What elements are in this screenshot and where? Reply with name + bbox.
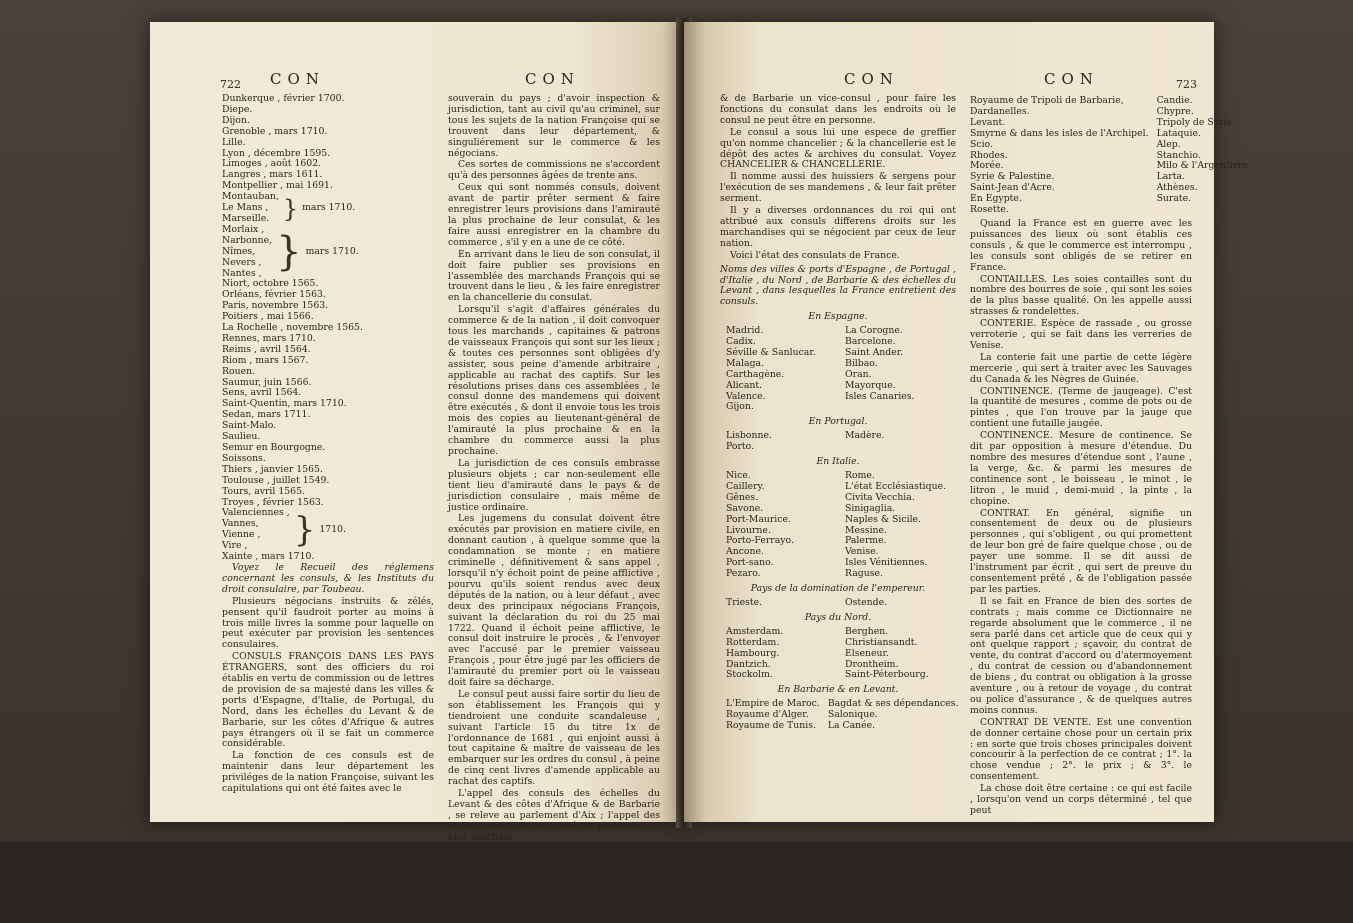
list-item: Berghen. [845,625,889,637]
list-item: Gijon. [726,401,754,413]
list-item: Valenciennes , [222,507,290,519]
list-item: Limoges , août 1602. [222,158,322,170]
list-item: Ostende. [845,596,888,608]
list-item: Lyon , décembre 1595. [222,147,331,159]
list-item: Dantzich. [726,658,771,670]
list-item: Carthagène. [726,368,785,380]
list-item: Troyes , février 1563. [222,496,324,508]
paragraph: Il se fait en France de bien des sortes de contrats ; mais comme ce Dictionnaire ne regarde absolument que le commerce , il ne sera parlé dans cet article que de ceux qui y ont quelque rapport ; sçavoir, du contrat de vente, du contrat d'accord ou d'atermoyement , du contrat de cession ou d'abandonnement de biens , du contrat ou obligation à la grosse aventure , ou à retour de voyage , du contrat ou police d'assurance , & de quelques autres moins connus. [970,595,1192,716]
list-item: Riom , mars 1567. [222,354,309,366]
list-item: Surate. [1156,193,1192,205]
list-item: Civita Vecchia. [845,491,915,503]
paragraph: CONSULS FRANÇOIS DANS LES PAYS ÉTRANGERS, sont des officiers du roi établis en vertu de commission ou de lettres de provision de sa majesté dans les villes & ports d'Espagne, d'Italie, de Portugal, du Nord, dans les échelles du Levant & de Barbarie, sur les côtes d'Afrique & autres pays étrangers où il se fait un commerce considérable. [222,651,434,750]
list-item: Orléans, février 1563. [222,289,326,301]
list-item: La Corogne. [845,325,903,337]
paragraph: La jurisdiction de ces consuls embrasse plusieurs objets ; car non-seulement elle tient lieu d'amirauté dans le pays & de jurisdiction consulaire , mais même de justice ordinaire. [448,457,660,513]
paragraph: En arrivant dans le lieu de son consulat, il doit faire publier ses provisions en l'assemblée des marchands François qui se trouvent dans le lieu , & les faire enregistrer en la chancellerie du consulat. [448,248,660,304]
list-item: Salonique. [827,709,878,721]
paragraph: Il y a diverses ordonnances du roi qui ont attribué aux consuls differens droits sur les marchandises qui se négocient par ceux de leur nation. [720,205,956,249]
list-item: Sinigaglia. [845,502,896,514]
right-running-head-1: CON [844,70,899,88]
list-item: Rhodes. [970,149,1008,161]
list-item: Smyrne & dans les isles de l'Archipel. [970,127,1149,139]
section-heading: En Italie. [816,456,860,468]
list-item: Stanchio. [1156,149,1201,161]
section-heading: Pays de la domination de l'empereur. [750,583,926,595]
list-item: Isles Canaries. [845,390,915,402]
list-item: Nîmes, [222,245,256,257]
left-column-2 [448,94,660,923]
brace-icon: } [276,229,302,276]
paragraph: CONTERIE. Espèce de rassade , ou grosse verroterie , qui se fait dans les verreries de Venise. [970,318,1192,351]
list-item: Caillery. [726,480,765,492]
brace-icon: } [293,510,316,551]
paragraph: Le consul a sous lui une espece de greffier qu'on nomme chancelier ; & la chancellerie est le dépôt des actes & archives du consulat. Voyez CHANCELIER & CHANCELLERIE. [720,126,956,171]
section-list [726,598,956,609]
list-item: Tours, avril 1565. [222,485,305,497]
section-list [726,471,956,580]
list-item: Royaume d'Alger. [726,709,809,721]
list-item: Scio. [970,138,993,150]
list-item: Tripoly de Syrie. [1156,116,1235,128]
list-item: Sedan, mars 1711. [222,409,311,421]
paragraph: Si le consul a quelque différend avec les négocians du lieu , les parties doivent se pourvoir en l'amirauté la plus prochaine, suivant l'article 19 du titre 1x de l'ordonnance de 1681. [448,843,660,899]
paragraph: Quand la France est en guerre avec les puissances des lieux où sont établis ces consuls , & que le commerce est interrompu , les consuls sont obligés de se retirer en France. [970,217,1192,273]
brace-group-3 [222,508,434,552]
brace-group-1 [222,192,434,225]
list-item: Thiers , janvier 1565. [222,463,323,475]
list-item: Poitiers , mai 1566. [222,311,314,323]
section-heading: En Espagne. [808,311,868,323]
list-item: Drontheim. [845,658,899,670]
list-item: Toulouse , juillet 1549. [222,474,330,486]
list-item: Candie. [1156,95,1193,106]
list-item: Rouen. [222,365,256,377]
list-item: Morlaix , [222,223,265,235]
paragraph: CONTRAT. En général, signifie un consentement de deux ou de plusieurs personnes , qui s'obligent , ou qui promettent de leur bon gré de faire quelque chose , ou de payer une somme. Il se dit aussi de l'instrument par écrit , qui sert de preuve du consentement prêté , & de l'obligation passée par les parties. [970,507,1192,595]
group-date: mars 1710. [302,202,356,214]
list-item: Dunkerque , février 1700. [222,93,345,104]
list-item: Madère. [845,430,885,442]
list-item: Sens, avril 1564. [222,387,302,399]
list-item: Valence. [726,390,766,402]
list-item: Grenoble , mars 1710. [222,125,328,137]
list-item: Raguse. [845,568,883,580]
list-item: Messine. [845,524,887,536]
list-item: Vannes, [222,518,259,530]
section-list [726,698,959,732]
list-item: Madrid. [726,325,764,337]
right-page [684,22,1252,822]
list-item: Barcelone. [845,336,896,348]
paragraph: La chose doit être certaine : ce qui est facile , lorsqu'on vend un corps déterminé , tel que peut [970,783,1192,816]
list-item: Lataquie. [1156,127,1201,139]
consulate-list-b [222,279,434,508]
list-item: Séville & Sanlucar. [726,346,816,358]
list-item: Isles Vénitiennes. [845,557,928,569]
list-item: Christiansandt. [845,636,918,648]
paragraph: Voyez le Recueil des réglemens concernant les consuls, & les Instituts du droit consulaire, par Toubeau. [222,561,434,595]
list-item: Rennes, mars 1710. [222,332,316,344]
list-item: Royaume de Tripoli de Barbarie, [970,95,1124,106]
left-running-head-1: CON [270,70,325,88]
list-item: Milo & l'Argentiere. [1156,160,1252,172]
section-heading: Pays du Nord. [804,611,872,623]
list-item: Porto. [726,441,755,453]
list-item: Alep. [1156,138,1181,150]
list-item: La Rochelle , novembre 1565. [222,322,363,334]
paragraph: CONTINENCE. Mesure de continence. Se dit par opposition à mesure d'étendue. Du nombre des mesures d'étendue sont , l'aune , la verge, &c. & parmi les mesures de continence sont , le boisseau , le minot , le litron , le muid , demi-muid , la pinte , la chopine. [970,430,1192,507]
list-item: Saint-Péterbourg. [845,669,929,681]
brace-group-2 [222,225,434,280]
list-item: Reims , avril 1564. [222,343,311,355]
list-item: Nice. [726,470,751,481]
paragraph: La conterie fait une partie de cette légère mercerie , qui sert à traiter avec les Sauvages du Canada & les Nègres de Guinée. [970,351,1192,385]
consulate-sections [720,311,959,732]
list-item: Vienne , [222,529,261,541]
right-page-number: 723 [1176,78,1197,91]
list-item: Saint-Jean d'Acre. [970,182,1055,194]
consulate-list-a [222,94,434,192]
list-item: Royaume de Tunis. [726,720,816,732]
list-item: Saint-Quentin, mars 1710. [222,398,347,410]
list-item: Gênes. [726,491,759,503]
list-item: Marseille. [222,212,270,224]
paragraph: Le consul peut aussi faire sortir du lieu de son établissement les François qui y tiendroient une conduite scandaleuse , suivant l'article 15 du titre 1x de l'ordonnance de 1681 , qui enjoint aussi à tout capitaine & maître de vaisseau de les embarquer sur les ordres du consul , à peine de cinq cent livres d'amende applicable au rachat des captifs. [448,688,660,788]
list-item: Rosette. [970,204,1009,216]
list-item: Saint-Malo. [222,420,277,432]
list-item: Nantes , [222,267,262,279]
list-item: Ancone. [726,546,764,558]
paragraph: CONTAILLES. Les soies contailles sont du nombre des bourres de soie , qui sont les soies de la plus basse qualité. On les appelle aussi strasses & rondelettes. [970,273,1192,318]
list-item: Le Mans , [222,202,269,214]
list-item: Semur en Bourgogne. [222,442,326,453]
list-item: Mayorque. [845,379,896,391]
list-item: Athènes. [1156,182,1198,194]
list-item: Livourne. [726,524,771,536]
list-item: Xainte , mars 1710. [222,551,315,563]
paragraph: Plusieurs négocians instruits & zélés, pensent qu'il faudroit porter au moins à trois mille livres la somme pour laquelle on peut exécuter par provision les sentences consulaires. [222,595,434,651]
list-item: Port-sano. [726,557,774,569]
paragraph: Lorsqu'il s'agit d'affaires générales du commerce & de la nation , il doit convoquer tous les marchands , capitaines & patrons de vaisseaux François qui sont sur les lieux ; & toutes ces personnes sont obligées d'y assister, sous peine d'amende arbitraire , applicable au rachat des captifs. Sur les résolutions prises dans ces assemblées , le consul donne des mandemens qui doivent être exécutés , & dont il envoie tous les trois mois des copies au lieutenant-général de l'amirauté la plus prochaine & en la chambre du commerce aussi la plus prochaine. [448,304,660,457]
paragraph: CONTINENCE. (Terme de jaugeage). C'est la quantité de mesures , comme de pots ou de pintes , que l'on trouve par la jauge que contient une futaille jaugée. [970,385,1192,430]
list-item: Rotterdam. [726,636,780,648]
paragraph: L'appel des consuls des échelles du Levant & des côtes d'Afrique & de Barbarie , se releve au parlement d'Aix ; l'appel des autres consulats est porté au parlement le plus prochain. [448,788,660,843]
list-item: Bagdat & ses dépendances. [827,698,959,710]
list-item: Lisbonne. [726,430,772,442]
right-running-head-2: CON [1044,70,1099,88]
list-item: Morée. [970,160,1004,172]
list-item: Elseneur. [845,647,889,659]
list-item: Alicant. [726,379,763,391]
list-item: En Egypte. [970,193,1022,205]
group-date: mars 1710. [305,245,359,257]
list-item: Langres , mars 1611. [222,169,323,181]
list-item: La Canée. [827,720,876,732]
left-running-head-2: CON [525,70,580,88]
section-heading: En Barbarie & en Levant. [777,684,899,696]
brace-icon: } [282,194,299,223]
list-item: Niort, octobre 1565. [222,278,319,290]
paragraph: & de Barbarie un vice-consul , pour faire les fonctions du consulat dans les endroits où le consul ne peut être en personne. [720,93,956,126]
list-item: Rome. [845,470,875,481]
list-item: Saulieu. [222,431,261,443]
list-item: Narbonne, [222,234,273,246]
list-item: Amsterdam. [726,625,784,637]
list-item: L'état Ecclésiastique. [845,480,947,492]
left-column-1 [222,94,434,796]
list-item: Vire , [222,540,248,552]
levant-list [970,95,1252,216]
section-list [726,627,956,682]
list-item: Montpellier , mai 1691. [222,180,333,192]
list-item: Dijon. [222,114,250,126]
paragraph: souverain du pays ; d'avoir inspection & jurisdiction, tant au civil qu'au criminel, sur tous les sujets de la nation Françoise qui se trouvent dans leur département, & singuliérement sur le commerce & les négocians. [448,93,660,159]
paragraph: Il y a dans quelques-unes des échelles du Levant [448,899,660,922]
list-item: Pezaro. [726,568,761,580]
paragraph: Ceux qui sont nommés consuls, doivent avant de partir prêter serment & faire enregistrer leurs provisions dans l'amirauté la plus prochaine de leur consulat, & les faire aussi enregistrer en la chambre du commerce , s'il y en a une de ce côté. [448,182,660,248]
section-list [726,326,956,413]
paragraph: CONTRAT DE VENTE. Est une convention de donner certaine chose pour un certain prix : en sorte que trois choses principales doivent concourir à la perfection de ce contrat ; 1°. la chose vendue ; 2°. le prix ; & 3°. le consentement. [970,716,1192,783]
list-item: Diepe. [222,103,253,115]
list-item: Malaga. [726,357,765,369]
list-item: Savone. [726,502,764,514]
paragraph: Les jugemens du consulat doivent être exécutés par provision en matiere civile, en donnant caution , à quelque somme que la condamnation se monte ; en matiere criminelle , définitivement & sans appel , lorsqu'il n'y échoit point de peine afflictive , pourvu qu'ils soient rendus avec deux députés de la nation, ou à leur défaut , avec deux des principaux négocians François, suivant la déclaration du roi du 25 mai 1722. Quand il échoit peine afflictive, le consul doit instruire le procès , & l'envoyer avec l'accusé par le premier vaisseau François , pour être jugé par les officiers de l'amirauté du premier port où le vaisseau doit faire sa décharge. [448,513,660,689]
left-page [150,22,682,922]
paragraph: Il nomme aussi des huissiers & sergens pour l'exécution de ses mandemens , & leur fait prêter serment. [720,171,956,205]
list-item: Venise. [845,546,879,558]
list-item: Levant. [970,116,1006,128]
list-item: Trieste. [726,596,763,608]
list-item: Soissons. [222,452,266,464]
list-item: Chypre. [1156,105,1194,117]
list-item: Palerme. [845,535,887,547]
group-date: 1710. [319,523,346,535]
list-item: Larta. [1156,171,1185,183]
section-heading: En Portugal. [808,416,868,428]
list-item: Stockolm. [726,669,773,681]
list-item: Port-Maurice. [726,513,791,525]
list-item: Oran. [845,368,872,380]
paragraph: Voici l'état des consulats de France. [730,249,900,261]
list-item: Nevers , [222,256,262,268]
right-column-1 [720,93,959,735]
list-item: Saumur, juin 1566. [222,376,312,388]
left-page-number: 722 [220,78,241,91]
list-item: L'Empire de Maroc. [726,698,820,710]
section-title: Noms des villes & ports d'Espagne , de Portugal , d'Italie , du Nord , de Barbarie & des échelles du Levant , dans lesquelles la France entretient des consuls. [720,263,956,308]
list-item: Hambourg. [726,647,780,659]
list-item: Bilbao. [845,357,878,369]
list-item: Saint Ander. [845,346,904,358]
list-item: Cadix. [726,336,756,348]
paragraph: La fonction de ces consuls est de maintenir dans leur département les priviléges de la nation Françoise, suivant les capitulations qui ont été faites avec le [222,750,434,795]
list-item: Lille. [222,136,246,148]
section-list [726,431,956,453]
list-item: Dardanelles. [970,105,1030,117]
list-item: Montauban, [222,191,279,203]
list-item: Porto-Ferrayo. [726,535,794,547]
paragraph: Ces sortes de commissions ne s'accordent qu'à des personnes âgées de trente ans. [448,159,660,182]
list-item: Syrie & Palestine. [970,171,1055,183]
right-column-2 [970,94,1252,818]
list-item: Naples & Sicile. [845,513,922,525]
list-item: Paris, novembre 1563. [222,300,329,312]
